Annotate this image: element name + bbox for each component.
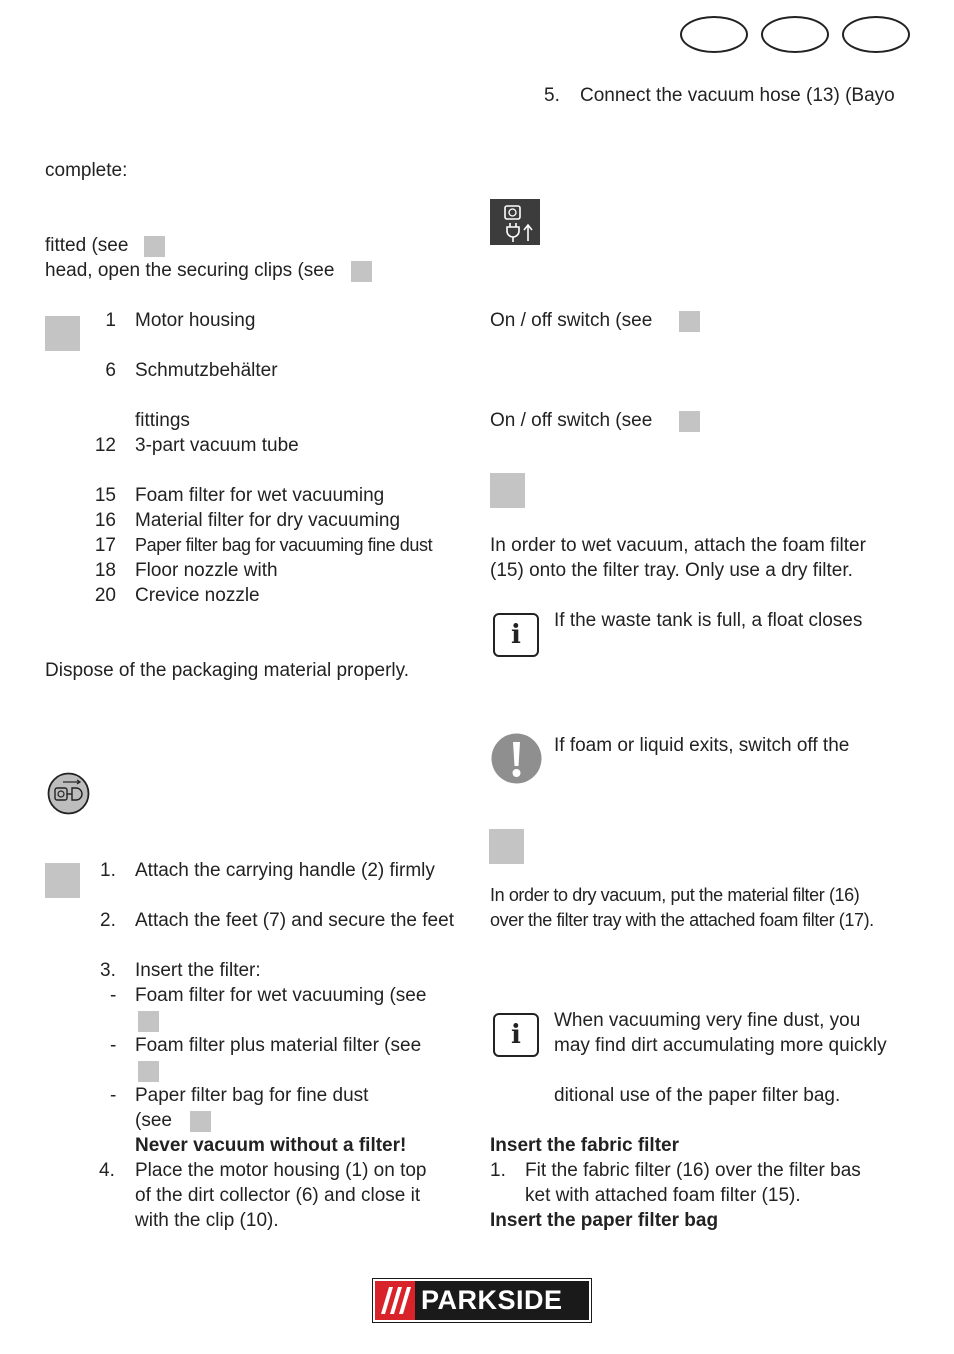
step-number: 3. (100, 960, 116, 981)
figure-ref-box-large (489, 829, 524, 864)
figure-ref-box (351, 261, 372, 282)
see-paren-text: (see (135, 1110, 172, 1131)
figure-ref-box-large (490, 473, 525, 508)
part-label: Schmutzbehälter (135, 360, 278, 381)
part-number: 12 (94, 435, 116, 456)
figure-ref-box (190, 1111, 211, 1132)
head-clips-text: head, open the securing clips (see (45, 260, 335, 281)
info-note-text: may find dirt accumulating more quickly (554, 1035, 887, 1056)
filter-option-text: Foam filter for wet vacuuming (see (135, 985, 427, 1006)
filter-option-text: Paper filter bag for fine dust (135, 1085, 369, 1106)
info-icon: i (493, 613, 539, 657)
never-without-filter-warning: Never vacuum without a filter! (135, 1135, 407, 1156)
language-oval-2 (761, 16, 829, 53)
part-number: 20 (94, 585, 116, 606)
wet-vacuum-text: (15) onto the filter tray. Only use a dry filter. (490, 560, 853, 581)
exclamation-icon (491, 733, 542, 784)
dry-vacuum-text: In order to dry vacuum, put the material filter (16) (490, 885, 860, 905)
step-text: Attach the feet (7) and secure the feet (135, 910, 454, 931)
step-4-line: with the clip (10). (135, 1210, 279, 1231)
step-5-text: Connect the vacuum hose (13) (Bayo (580, 85, 895, 106)
language-oval-1 (680, 16, 748, 53)
complete-label: complete: (45, 160, 128, 181)
fabric-step-line: Fit the fabric filter (16) over the filter bas (525, 1160, 861, 1181)
step-5-number: 5. (544, 85, 560, 106)
language-oval-3 (842, 16, 910, 53)
fabric-filter-heading: Insert the fabric filter (490, 1135, 679, 1156)
step-number: 1. (100, 860, 116, 881)
fabric-step-line: ket with attached foam filter (15). (525, 1185, 801, 1206)
part-label: Paper filter bag for vacuuming fine dust (135, 535, 433, 555)
info-note-text: When vacuuming very fine dust, you (554, 1010, 861, 1031)
dry-vacuum-text: over the filter tray with the attached foam filter (17). (490, 910, 874, 930)
part-number: 1 (105, 310, 116, 331)
part-label: 3-part vacuum tube (135, 435, 299, 456)
paper-filter-heading: Insert the paper filter bag (490, 1210, 719, 1231)
figure-ref-box (144, 236, 165, 257)
part-number: 16 (94, 510, 116, 531)
part-number: 15 (94, 485, 116, 506)
part-label: Foam filter for wet vacuuming (135, 485, 385, 506)
plug-assembly-icon (47, 772, 90, 815)
figure-ref-box (679, 311, 700, 332)
dispose-text: Dispose of the packaging material properly. (45, 660, 410, 681)
part-label: fittings (135, 410, 190, 431)
filter-option-text: Foam filter plus material filter (see (135, 1035, 422, 1056)
plug-socket-icon (490, 199, 540, 245)
part-number: 6 (105, 360, 116, 381)
part-label: Motor housing (135, 310, 256, 331)
part-label: Material filter for dry vacuuming (135, 510, 401, 531)
step-4-line: Place the motor housing (1) on top (135, 1160, 427, 1181)
step-4-line: of the dirt collector (6) and close it (135, 1185, 421, 1206)
step-text: Attach the carrying handle (2) firmly (135, 860, 435, 881)
figure-ref-box-large (45, 316, 80, 351)
figure-ref-box (679, 411, 700, 432)
part-label: Crevice nozzle (135, 585, 260, 606)
filter-dash: - (110, 1085, 117, 1106)
filter-dash: - (110, 985, 117, 1006)
part-number: 18 (94, 560, 116, 581)
parkside-logo (373, 1279, 591, 1322)
warning-note-text: If foam or liquid exits, switch off the (554, 735, 850, 756)
info-note-text: If the waste tank is full, a float closes (554, 610, 863, 631)
on-off-switch-text: On / off switch (see (490, 310, 653, 331)
info-icon: i (493, 1013, 539, 1057)
info-note-text: ditional use of the paper filter bag. (554, 1085, 841, 1106)
step-4-number: 4. (99, 1160, 115, 1181)
brand-name: PARKSIDE (421, 1285, 563, 1315)
part-label: Floor nozzle with (135, 560, 278, 581)
figure-ref-box (138, 1061, 159, 1082)
fitted-text: fitted (see (45, 235, 129, 256)
filter-dash: - (110, 1035, 117, 1056)
step-text: Insert the filter: (135, 960, 261, 981)
figure-ref-box-large (45, 863, 80, 898)
step-number: 2. (100, 910, 116, 931)
logo-stripes (375, 1281, 415, 1320)
wet-vacuum-text: In order to wet vacuum, attach the foam filter (490, 535, 866, 556)
figure-ref-box (138, 1011, 159, 1032)
on-off-switch-text: On / off switch (see (490, 410, 653, 431)
part-number: 17 (94, 535, 116, 556)
fabric-step-number: 1. (490, 1160, 506, 1181)
